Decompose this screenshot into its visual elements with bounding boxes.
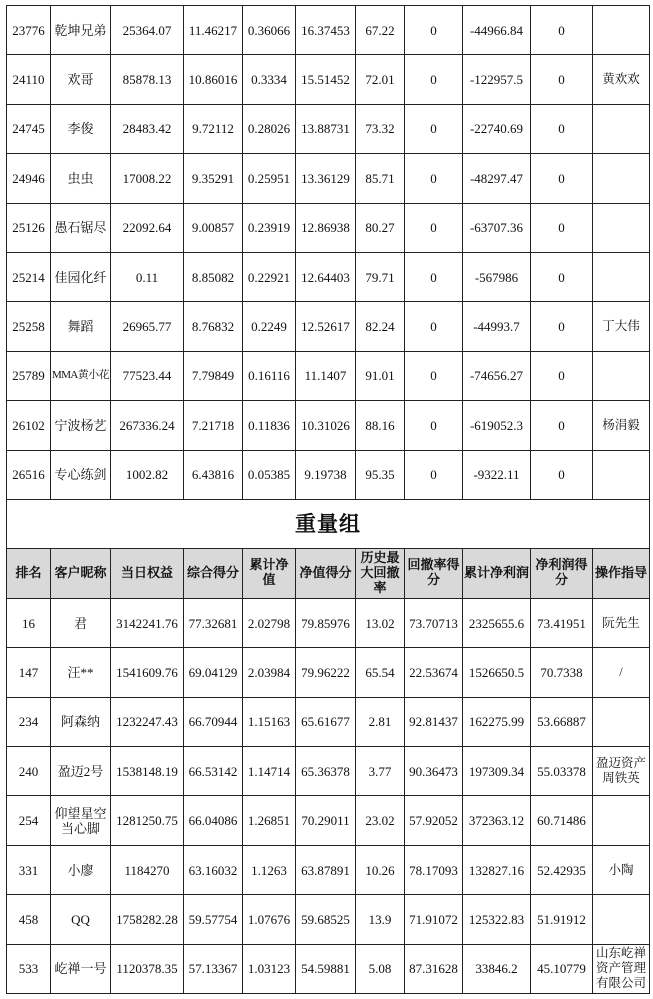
cell-nav-score: 54.59881 bbox=[296, 944, 356, 993]
cell-nav-score: 12.64403 bbox=[296, 252, 356, 301]
cell-equity: 267336.24 bbox=[111, 401, 184, 450]
cell-cum-net-profit: -44966.84 bbox=[463, 6, 531, 55]
cell-nickname: 舞蹈 bbox=[51, 302, 111, 351]
cell-cum-nav: 0.25951 bbox=[243, 154, 296, 203]
cell-composite-score: 59.57754 bbox=[184, 895, 243, 944]
cell-max-drawdown: 65.54 bbox=[356, 648, 405, 697]
cell-net-profit-score: 55.03378 bbox=[531, 747, 593, 796]
cell-cum-nav: 1.07676 bbox=[243, 895, 296, 944]
cell-cum-net-profit: -619052.3 bbox=[463, 401, 531, 450]
cell-nickname: 欢哥 bbox=[51, 55, 111, 104]
cell-equity: 1232247.43 bbox=[111, 697, 184, 746]
cell-max-drawdown: 73.32 bbox=[356, 104, 405, 153]
cell-max-drawdown: 3.77 bbox=[356, 747, 405, 796]
cell-net-profit-score: 52.42935 bbox=[531, 845, 593, 894]
ranking-table bbox=[6, 5, 650, 994]
cell-cum-nav: 0.22921 bbox=[243, 252, 296, 301]
cell-composite-score: 7.79849 bbox=[184, 351, 243, 400]
cell-composite-score: 11.46217 bbox=[184, 6, 243, 55]
cell-composite-score: 9.72112 bbox=[184, 104, 243, 153]
cell-cum-net-profit: -567986 bbox=[463, 252, 531, 301]
upper-section bbox=[7, 6, 650, 500]
cell-drawdown-score: 92.81437 bbox=[405, 697, 463, 746]
cell-cum-net-profit: 197309.34 bbox=[463, 747, 531, 796]
cell-nickname: 君 bbox=[51, 598, 111, 647]
table-row bbox=[7, 104, 650, 153]
cell-cum-nav: 1.14714 bbox=[243, 747, 296, 796]
cell-cum-net-profit: 132827.16 bbox=[463, 845, 531, 894]
header-cum-nav: 累计净值 bbox=[243, 548, 296, 598]
cell-drawdown-score: 78.17093 bbox=[405, 845, 463, 894]
cell-cum-net-profit: 125322.83 bbox=[463, 895, 531, 944]
table-row bbox=[7, 747, 650, 796]
cell-equity: 1281250.75 bbox=[111, 796, 184, 845]
table-row bbox=[7, 845, 650, 894]
cell-nav-score: 70.29011 bbox=[296, 796, 356, 845]
cell-guidance bbox=[593, 697, 650, 746]
cell-drawdown-score: 0 bbox=[405, 55, 463, 104]
cell-max-drawdown: 85.71 bbox=[356, 154, 405, 203]
cell-nav-score: 13.88731 bbox=[296, 104, 356, 153]
cell-guidance bbox=[593, 895, 650, 944]
cell-net-profit-score: 0 bbox=[531, 203, 593, 252]
cell-rank: 458 bbox=[7, 895, 51, 944]
cell-guidance: 小陶 bbox=[593, 845, 650, 894]
cell-cum-nav: 1.1263 bbox=[243, 845, 296, 894]
group-section bbox=[7, 499, 650, 598]
cell-nickname: 屹禅一号 bbox=[51, 944, 111, 993]
cell-equity: 22092.64 bbox=[111, 203, 184, 252]
group-title: 重量组 bbox=[7, 499, 650, 548]
cell-rank: 147 bbox=[7, 648, 51, 697]
cell-net-profit-score: 0 bbox=[531, 252, 593, 301]
cell-nickname: 汪** bbox=[51, 648, 111, 697]
header-drawdown-score: 回撤率得分 bbox=[405, 548, 463, 598]
header-max-drawdown: 历史最大回撤率 bbox=[356, 548, 405, 598]
table-row bbox=[7, 154, 650, 203]
cell-cum-nav: 0.2249 bbox=[243, 302, 296, 351]
cell-composite-score: 9.35291 bbox=[184, 154, 243, 203]
cell-max-drawdown: 79.71 bbox=[356, 252, 405, 301]
cell-net-profit-score: 70.7338 bbox=[531, 648, 593, 697]
cell-guidance bbox=[593, 154, 650, 203]
cell-drawdown-score: 0 bbox=[405, 351, 463, 400]
cell-guidance bbox=[593, 252, 650, 301]
cell-drawdown-score: 0 bbox=[405, 401, 463, 450]
cell-max-drawdown: 5.08 bbox=[356, 944, 405, 993]
cell-composite-score: 8.76832 bbox=[184, 302, 243, 351]
cell-equity: 77523.44 bbox=[111, 351, 184, 400]
cell-rank: 26102 bbox=[7, 401, 51, 450]
cell-guidance bbox=[593, 796, 650, 845]
cell-cum-net-profit: -22740.69 bbox=[463, 104, 531, 153]
table-row bbox=[7, 401, 650, 450]
cell-composite-score: 66.53142 bbox=[184, 747, 243, 796]
cell-cum-nav: 0.36066 bbox=[243, 6, 296, 55]
table-row bbox=[7, 302, 650, 351]
cell-rank: 16 bbox=[7, 598, 51, 647]
table-row bbox=[7, 6, 650, 55]
cell-nickname: 佳园化纤 bbox=[51, 252, 111, 301]
cell-composite-score: 66.04086 bbox=[184, 796, 243, 845]
cell-composite-score: 10.86016 bbox=[184, 55, 243, 104]
group-title-row bbox=[7, 499, 650, 548]
cell-equity: 26965.77 bbox=[111, 302, 184, 351]
cell-max-drawdown: 91.01 bbox=[356, 351, 405, 400]
cell-nickname: 愚石锯尽 bbox=[51, 203, 111, 252]
cell-net-profit-score: 45.10779 bbox=[531, 944, 593, 993]
cell-max-drawdown: 23.02 bbox=[356, 796, 405, 845]
cell-drawdown-score: 0 bbox=[405, 154, 463, 203]
cell-cum-net-profit: -48297.47 bbox=[463, 154, 531, 203]
cell-cum-net-profit: -9322.11 bbox=[463, 450, 531, 499]
cell-net-profit-score: 0 bbox=[531, 55, 593, 104]
cell-nav-score: 12.86938 bbox=[296, 203, 356, 252]
cell-equity: 3142241.76 bbox=[111, 598, 184, 647]
cell-equity: 1758282.28 bbox=[111, 895, 184, 944]
table-row bbox=[7, 944, 650, 993]
cell-nickname: MMA黄小花 bbox=[51, 351, 111, 400]
cell-drawdown-score: 0 bbox=[405, 6, 463, 55]
cell-max-drawdown: 72.01 bbox=[356, 55, 405, 104]
header-composite-score: 综合得分 bbox=[184, 548, 243, 598]
cell-nav-score: 79.96222 bbox=[296, 648, 356, 697]
cell-guidance: 杨涓毅 bbox=[593, 401, 650, 450]
header-nickname: 客户昵称 bbox=[51, 548, 111, 598]
cell-guidance bbox=[593, 104, 650, 153]
cell-guidance bbox=[593, 351, 650, 400]
cell-cum-nav: 0.05385 bbox=[243, 450, 296, 499]
cell-net-profit-score: 0 bbox=[531, 401, 593, 450]
cell-rank: 24745 bbox=[7, 104, 51, 153]
cell-nickname: 虫虫 bbox=[51, 154, 111, 203]
cell-max-drawdown: 2.81 bbox=[356, 697, 405, 746]
cell-drawdown-score: 90.36473 bbox=[405, 747, 463, 796]
cell-net-profit-score: 60.71486 bbox=[531, 796, 593, 845]
header-guidance: 操作指导 bbox=[593, 548, 650, 598]
table-row bbox=[7, 203, 650, 252]
cell-nav-score: 16.37453 bbox=[296, 6, 356, 55]
cell-composite-score: 9.00857 bbox=[184, 203, 243, 252]
cell-nickname: 小廖 bbox=[51, 845, 111, 894]
table-row bbox=[7, 697, 650, 746]
cell-net-profit-score: 73.41951 bbox=[531, 598, 593, 647]
cell-cum-net-profit: -44993.7 bbox=[463, 302, 531, 351]
table-row bbox=[7, 450, 650, 499]
cell-drawdown-score: 87.31628 bbox=[405, 944, 463, 993]
table-row bbox=[7, 648, 650, 697]
cell-equity: 1541609.76 bbox=[111, 648, 184, 697]
table-row bbox=[7, 598, 650, 647]
cell-guidance: 丁大伟 bbox=[593, 302, 650, 351]
cell-cum-net-profit: 372363.12 bbox=[463, 796, 531, 845]
cell-guidance: 山东屹禅资产管理有限公司 bbox=[593, 944, 650, 993]
header-nav-score: 净值得分 bbox=[296, 548, 356, 598]
cell-equity: 85878.13 bbox=[111, 55, 184, 104]
cell-equity: 1538148.19 bbox=[111, 747, 184, 796]
cell-cum-nav: 1.03123 bbox=[243, 944, 296, 993]
cell-net-profit-score: 53.66887 bbox=[531, 697, 593, 746]
cell-cum-net-profit: 162275.99 bbox=[463, 697, 531, 746]
cell-drawdown-score: 0 bbox=[405, 450, 463, 499]
cell-nav-score: 59.68525 bbox=[296, 895, 356, 944]
cell-nav-score: 79.85976 bbox=[296, 598, 356, 647]
cell-nickname: 乾坤兄弟 bbox=[51, 6, 111, 55]
cell-drawdown-score: 71.91072 bbox=[405, 895, 463, 944]
cell-rank: 25789 bbox=[7, 351, 51, 400]
cell-cum-nav: 2.02798 bbox=[243, 598, 296, 647]
cell-max-drawdown: 13.9 bbox=[356, 895, 405, 944]
cell-composite-score: 7.21718 bbox=[184, 401, 243, 450]
cell-equity: 1002.82 bbox=[111, 450, 184, 499]
cell-cum-net-profit: -74656.27 bbox=[463, 351, 531, 400]
cell-nickname: 仰望星空当心脚 bbox=[51, 796, 111, 845]
cell-nav-score: 12.52617 bbox=[296, 302, 356, 351]
cell-composite-score: 63.16032 bbox=[184, 845, 243, 894]
cell-cum-nav: 2.03984 bbox=[243, 648, 296, 697]
cell-max-drawdown: 13.02 bbox=[356, 598, 405, 647]
header-cum-net-profit: 累计净利润 bbox=[463, 548, 531, 598]
cell-equity: 1120378.35 bbox=[111, 944, 184, 993]
table-row bbox=[7, 252, 650, 301]
cell-composite-score: 66.70944 bbox=[184, 697, 243, 746]
table-row bbox=[7, 55, 650, 104]
cell-cum-nav: 1.26851 bbox=[243, 796, 296, 845]
cell-guidance bbox=[593, 450, 650, 499]
header-equity: 当日权益 bbox=[111, 548, 184, 598]
cell-cum-net-profit: 1526650.5 bbox=[463, 648, 531, 697]
cell-rank: 24110 bbox=[7, 55, 51, 104]
cell-drawdown-score: 0 bbox=[405, 203, 463, 252]
cell-nav-score: 10.31026 bbox=[296, 401, 356, 450]
cell-drawdown-score: 0 bbox=[405, 104, 463, 153]
cell-equity: 1184270 bbox=[111, 845, 184, 894]
cell-rank: 24946 bbox=[7, 154, 51, 203]
cell-composite-score: 77.32681 bbox=[184, 598, 243, 647]
cell-net-profit-score: 0 bbox=[531, 6, 593, 55]
cell-rank: 240 bbox=[7, 747, 51, 796]
cell-equity: 17008.22 bbox=[111, 154, 184, 203]
cell-cum-nav: 0.16116 bbox=[243, 351, 296, 400]
cell-net-profit-score: 0 bbox=[531, 351, 593, 400]
cell-guidance: 阮先生 bbox=[593, 598, 650, 647]
cell-nickname: 李俊 bbox=[51, 104, 111, 153]
cell-cum-nav: 0.3334 bbox=[243, 55, 296, 104]
cell-net-profit-score: 51.91912 bbox=[531, 895, 593, 944]
cell-drawdown-score: 0 bbox=[405, 252, 463, 301]
cell-net-profit-score: 0 bbox=[531, 104, 593, 153]
cell-nav-score: 65.36378 bbox=[296, 747, 356, 796]
cell-composite-score: 69.04129 bbox=[184, 648, 243, 697]
cell-composite-score: 8.85082 bbox=[184, 252, 243, 301]
cell-net-profit-score: 0 bbox=[531, 154, 593, 203]
cell-rank: 331 bbox=[7, 845, 51, 894]
cell-equity: 28483.42 bbox=[111, 104, 184, 153]
cell-cum-nav: 0.11836 bbox=[243, 401, 296, 450]
cell-cum-net-profit: -63707.36 bbox=[463, 203, 531, 252]
cell-drawdown-score: 73.70713 bbox=[405, 598, 463, 647]
cell-cum-nav: 0.28026 bbox=[243, 104, 296, 153]
cell-nav-score: 65.61677 bbox=[296, 697, 356, 746]
cell-max-drawdown: 88.16 bbox=[356, 401, 405, 450]
cell-nickname: 阿森纳 bbox=[51, 697, 111, 746]
cell-nickname: 宁波杨艺 bbox=[51, 401, 111, 450]
cell-max-drawdown: 67.22 bbox=[356, 6, 405, 55]
cell-guidance: / bbox=[593, 648, 650, 697]
lower-section bbox=[7, 598, 650, 993]
cell-nickname: 专心练剑 bbox=[51, 450, 111, 499]
cell-nav-score: 11.1407 bbox=[296, 351, 356, 400]
cell-max-drawdown: 10.26 bbox=[356, 845, 405, 894]
cell-guidance: 盈迈资产周铁英 bbox=[593, 747, 650, 796]
table-row bbox=[7, 895, 650, 944]
cell-nickname: QQ bbox=[51, 895, 111, 944]
cell-cum-net-profit: 33846.2 bbox=[463, 944, 531, 993]
cell-rank: 533 bbox=[7, 944, 51, 993]
cell-cum-nav: 0.23919 bbox=[243, 203, 296, 252]
cell-nickname: 盈迈2号 bbox=[51, 747, 111, 796]
cell-rank: 23776 bbox=[7, 6, 51, 55]
cell-cum-net-profit: 2325655.6 bbox=[463, 598, 531, 647]
cell-rank: 234 bbox=[7, 697, 51, 746]
cell-max-drawdown: 82.24 bbox=[356, 302, 405, 351]
cell-nav-score: 9.19738 bbox=[296, 450, 356, 499]
table-row bbox=[7, 796, 650, 845]
header-net-profit-score: 净利润得分 bbox=[531, 548, 593, 598]
cell-net-profit-score: 0 bbox=[531, 450, 593, 499]
cell-rank: 25258 bbox=[7, 302, 51, 351]
header-row bbox=[7, 548, 650, 598]
cell-nav-score: 13.36129 bbox=[296, 154, 356, 203]
cell-max-drawdown: 80.27 bbox=[356, 203, 405, 252]
header-rank: 排名 bbox=[7, 548, 51, 598]
cell-drawdown-score: 0 bbox=[405, 302, 463, 351]
cell-drawdown-score: 22.53674 bbox=[405, 648, 463, 697]
cell-rank: 25214 bbox=[7, 252, 51, 301]
cell-rank: 25126 bbox=[7, 203, 51, 252]
cell-rank: 26516 bbox=[7, 450, 51, 499]
cell-cum-net-profit: -122957.5 bbox=[463, 55, 531, 104]
cell-net-profit-score: 0 bbox=[531, 302, 593, 351]
cell-equity: 0.11 bbox=[111, 252, 184, 301]
cell-drawdown-score: 57.92052 bbox=[405, 796, 463, 845]
cell-guidance bbox=[593, 203, 650, 252]
table-row bbox=[7, 351, 650, 400]
cell-max-drawdown: 95.35 bbox=[356, 450, 405, 499]
cell-nav-score: 15.51452 bbox=[296, 55, 356, 104]
cell-equity: 25364.07 bbox=[111, 6, 184, 55]
cell-guidance bbox=[593, 6, 650, 55]
cell-composite-score: 57.13367 bbox=[184, 944, 243, 993]
cell-guidance: 黄欢欢 bbox=[593, 55, 650, 104]
cell-composite-score: 6.43816 bbox=[184, 450, 243, 499]
cell-rank: 254 bbox=[7, 796, 51, 845]
cell-cum-nav: 1.15163 bbox=[243, 697, 296, 746]
cell-nav-score: 63.87891 bbox=[296, 845, 356, 894]
